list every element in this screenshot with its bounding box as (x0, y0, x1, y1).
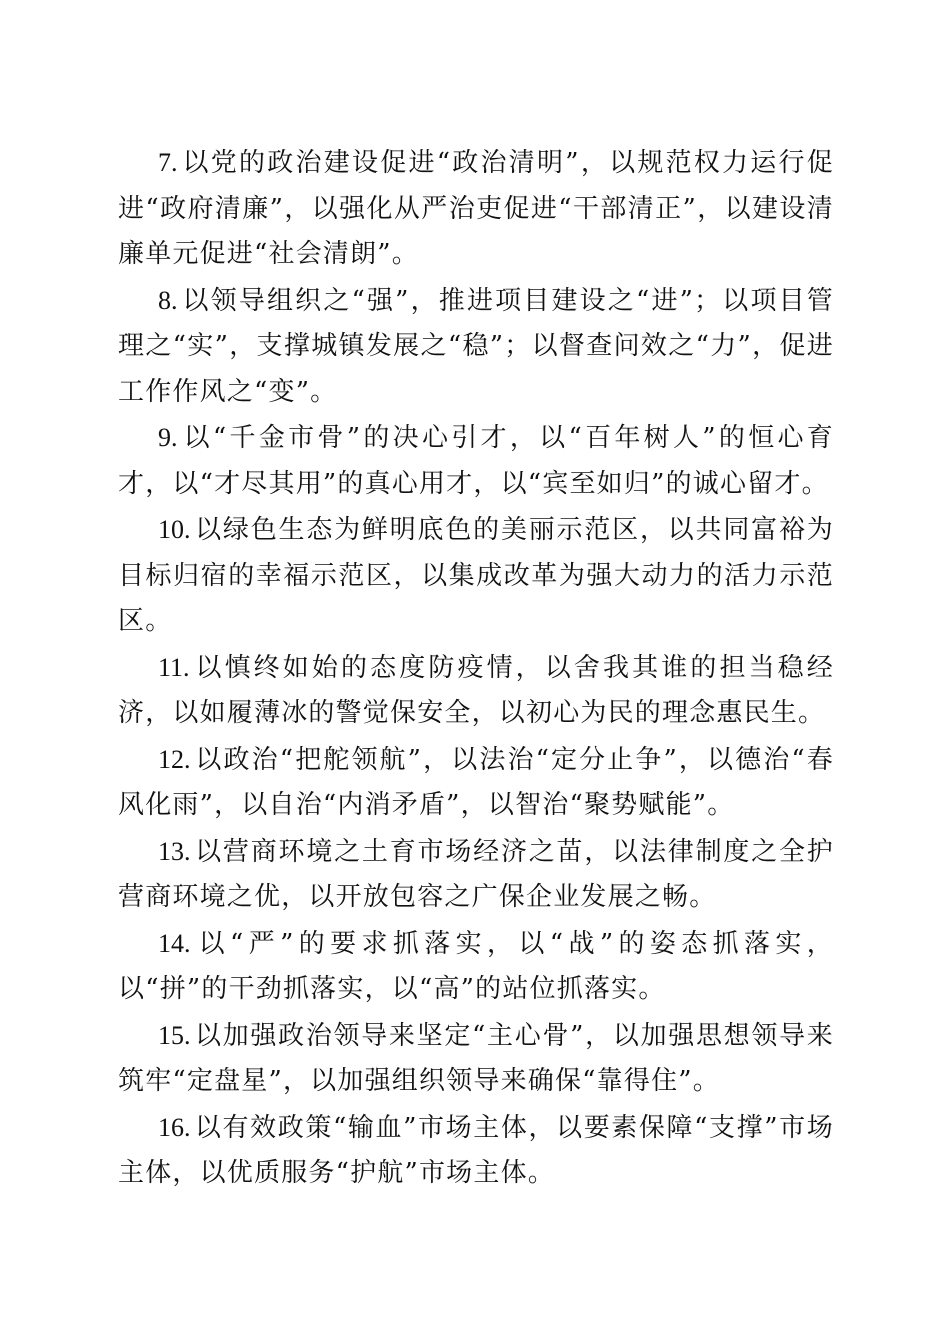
paragraph-11 (118, 645, 834, 737)
paragraph-14 (118, 921, 834, 1013)
document-body (118, 140, 834, 1197)
paragraph-number: 11. (158, 652, 190, 682)
paragraph-number: 12. (158, 744, 191, 774)
paragraph-text: 以慎终如始的态度防疫情，以舍我其谁的担当稳经济，以如履薄冰的警觉保安全，以初心为民的理念惠民生。 (118, 652, 834, 728)
paragraph-number: 16. (158, 1112, 191, 1142)
paragraph-text: 以党的政治建设促进“政治清明”，以规范权力运行促进“政府清廉”，以强化从严治吏促进“干部清正”，以建设清廉单元促进“社会清朗”。 (118, 148, 834, 269)
paragraph-16 (118, 1105, 834, 1197)
paragraph-7 (118, 140, 834, 278)
paragraph-number: 9. (158, 423, 178, 452)
paragraph-text: 以绿色生态为鲜明底色的美丽示范区，以共同富裕为目标归宿的幸福示范区，以集成改革为强大动力的活力示范区。 (118, 515, 834, 636)
paragraph-text: 以政治“把舵领航”，以法治“定分止争”，以德治“春风化雨”，以自治“内消矛盾”，以智治“聚势赋能”。 (118, 744, 834, 820)
paragraph-text: 以加强政治领导来坚定“主心骨”，以加强思想领导来筑牢“定盘星”，以加强组织领导来确保“靠得住”。 (118, 1020, 834, 1096)
paragraph-10 (118, 507, 834, 645)
paragraph-number: 7. (158, 148, 178, 177)
paragraph-8 (118, 278, 834, 416)
paragraph-text: 以营商环境之土育市场经济之苗，以法律制度之全护营商环境之优，以开放包容之广保企业发展之畅。 (118, 836, 834, 912)
paragraph-number: 13. (158, 836, 191, 866)
paragraph-9 (118, 415, 834, 507)
paragraph-number: 15. (158, 1020, 191, 1050)
paragraph-12 (118, 737, 834, 829)
paragraph-13 (118, 829, 834, 921)
paragraph-15 (118, 1013, 834, 1105)
paragraph-text: 以“千金市骨”的决心引才，以“百年树人”的恒心育才，以“才尽其用”的真心用才，以“宾至如归”的诚心留才。 (118, 423, 834, 499)
paragraph-text: 以“严”的要求抓落实，以“战”的姿态抓落实，以“拼”的干劲抓落实，以“高”的站位抓落实。 (118, 928, 834, 1004)
paragraph-number: 10. (158, 515, 191, 544)
paragraph-text: 以有效政策“输血”市场主体，以要素保障“支撑”市场主体，以优质服务“护航”市场主体。 (118, 1112, 834, 1188)
paragraph-number: 8. (158, 285, 178, 315)
paragraph-number: 14. (158, 928, 191, 958)
paragraph-text: 以领导组织之“强”，推进项目建设之“进”；以项目管理之“实”，支撑城镇发展之“稳”；以督查问效之“力”，促进工作作风之“变”。 (118, 285, 834, 407)
